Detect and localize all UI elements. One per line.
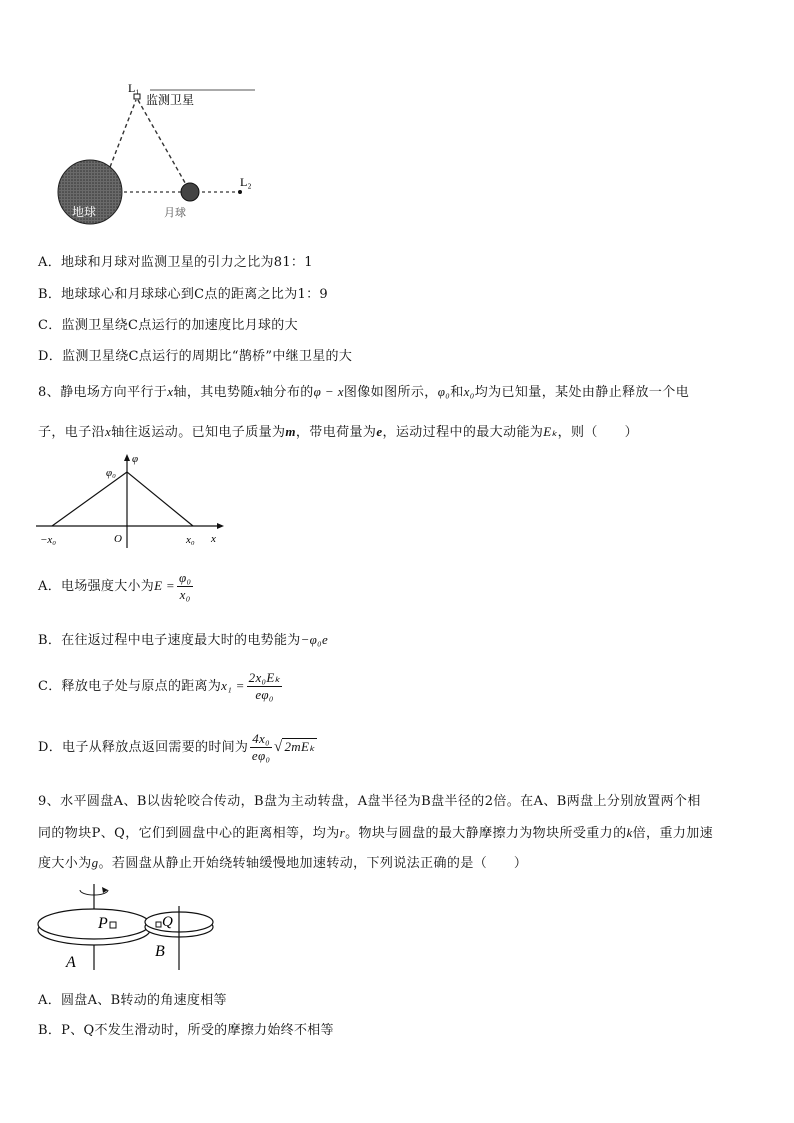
earth-label: 地球	[72, 205, 97, 219]
block-q	[156, 922, 161, 927]
l2-label: L₂	[240, 175, 252, 189]
l1-label: L₁	[128, 81, 140, 95]
satellite-label: 监测卫星	[146, 93, 195, 107]
phi0-label: φ₀	[106, 467, 116, 479]
label-a: A	[66, 954, 76, 971]
q7-option-c: C．监测卫星绕C点运行的加速度比月球的大	[38, 318, 298, 333]
q8-option-b: B．在往返过程中电子速度最大时的电势能为−φ₀e	[38, 632, 329, 648]
x-axis-label: x	[211, 533, 216, 545]
q8-option-c: C．释放电子处与原点的距离为x₁ = $\frac{\text{2x₀Eₖ}}{\text{eφ₀}}$	[38, 670, 281, 702]
gear-discs-figure	[36, 880, 221, 972]
potential-graph	[36, 452, 228, 548]
block-p	[110, 922, 116, 928]
q9-option-a: A．圆盘A、B转动的角速度相等	[38, 993, 227, 1008]
label-q: Q	[162, 914, 173, 930]
q9-option-b: B．P、Q不发生滑动时，所受的摩擦力始终不相等	[38, 1023, 334, 1038]
q9-stem-line3: 度大小为g。若圆盘从静止开始绕转轴缓慢地加速转动，下列说法正确的是（ ）	[38, 855, 528, 871]
q7-option-a: A．地球和月球对监测卫星的引力之比为81：1	[38, 255, 313, 270]
origin-label: O	[114, 533, 122, 545]
label-b: B	[155, 943, 165, 960]
q7-option-d: D．监测卫星绕C点运行的周期比“鹊桥”中继卫星的大	[38, 349, 353, 364]
x0-label: x₀	[186, 534, 195, 546]
moon-circle	[181, 183, 199, 201]
q8-option-a: A．电场强度大小为E = $\frac{\text{φ₀}}{\text{x₀}}$	[38, 570, 192, 602]
moon-label: 月球	[164, 206, 186, 219]
q8-option-d: D．电子从释放点返回需要的时间为 $\frac{\text{4x₀}}{\text{eφ₀}}$ √ 2mEₖ	[38, 731, 316, 763]
label-p: P	[98, 915, 108, 932]
l2-point	[238, 190, 242, 194]
satellite-to-moon-line	[138, 100, 188, 188]
q9-stem-line1: 9、水平圆盘A、B以齿轮咬合传动，B盘为主动转盘，A盘半径为B盘半径的2倍。在A、B两盘上分别放置两个相	[38, 794, 701, 809]
earth-moon-satellite-figure	[50, 80, 265, 232]
disc-a-top	[38, 909, 150, 939]
neg-x0-label: −x₀	[40, 534, 57, 546]
q7-option-b: B．地球球心和月球球心到C点的距离之比为1：9	[38, 287, 328, 302]
x-axis-arrow-icon	[217, 523, 224, 529]
potential-curve	[52, 472, 193, 526]
phi-axis-label: φ	[132, 453, 139, 465]
q8-stem-line1: 8、静电场方向平行于x轴，其电势随x轴分布的φ − x图像如图所示，φ₀和x₀均为已知量，某处由静止释放一个电	[38, 384, 690, 400]
phi-axis-arrow-icon	[124, 454, 130, 461]
q9-stem-line2: 同的物块P、Q，它们到圆盘中心的距离相等，均为r。物块与圆盘的最大静摩擦力为物块所受重力的k倍，重力加速	[38, 825, 714, 841]
q8-stem-line2: 子，电子沿x轴往返运动。已知电子质量为m，带电荷量为e，运动过程中的最大动能为Eₖ，则（ ）	[38, 424, 638, 440]
